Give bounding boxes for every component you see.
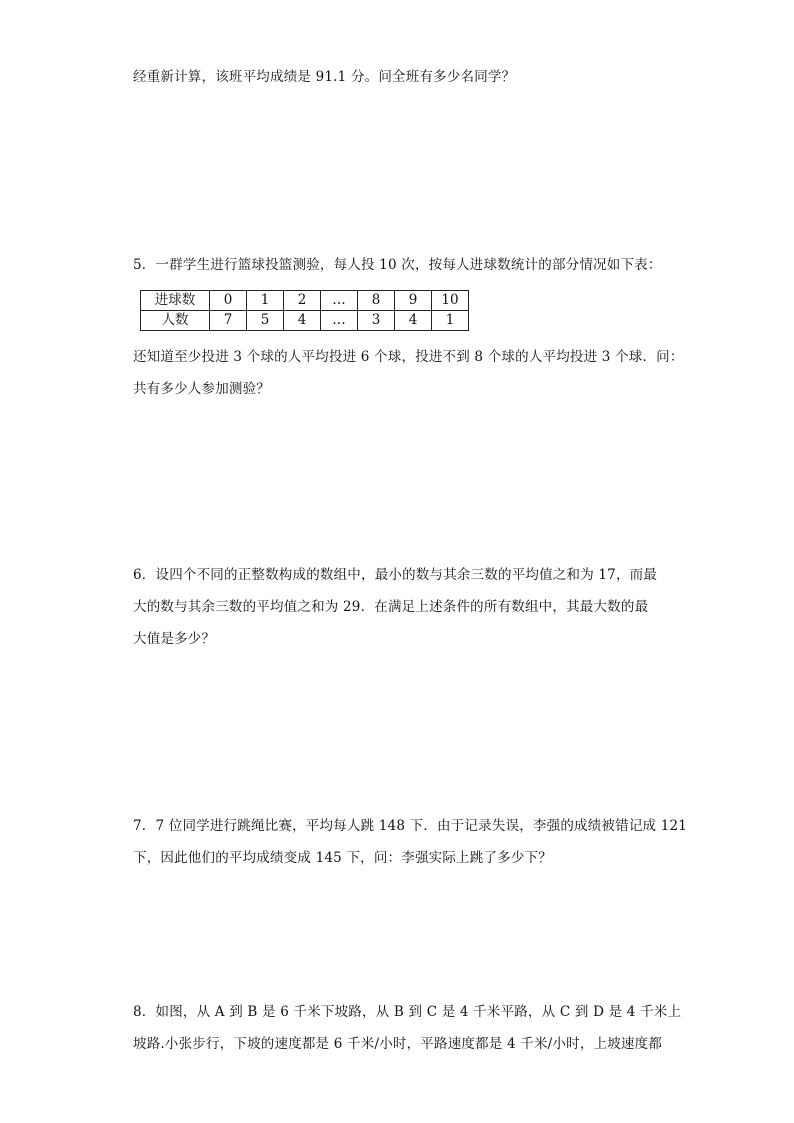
- goals-count-table: [140, 290, 469, 331]
- table-cell: 4: [284, 311, 321, 331]
- table-cell: 3: [358, 311, 395, 331]
- q5-text-line-3: 共有多少人参加测验？: [133, 381, 270, 397]
- q4-text-line-1: 经重新计算，该班平均成绩是 91.1 分。问全班有多少名同学？: [133, 69, 516, 85]
- q6-text-line-3: 大值是多少？: [133, 631, 216, 647]
- table-row: [141, 291, 469, 311]
- table-cell: 进球数: [141, 291, 210, 311]
- q6-text-line-1: 6．设四个不同的正整数构成的数组中，最小的数与其余三数的平均值之和为 17，而最: [133, 567, 658, 583]
- table-row: [141, 311, 469, 331]
- table-cell: 8: [358, 291, 395, 311]
- table-cell: 9: [395, 291, 432, 311]
- q8-text-line-2: 坡路.小张步行，下坡的速度都是 6 千米/小时，平路速度都是 4 千米/小时，上坡速度都: [133, 1036, 663, 1052]
- table-cell: 人数: [141, 311, 210, 331]
- q7-text-line-1: 7．7 位同学进行跳绳比赛，平均每人跳 148 下．由于记录失误，李强的成绩被错记成 121: [133, 818, 688, 834]
- table-cell: 0: [210, 291, 247, 311]
- q8-text-line-1: 8．如图，从 A 到 B 是 6 千米下坡路，从 B 到 C 是 4 千米平路，从 C 到 D 是 4 千米上: [133, 1004, 682, 1020]
- table-cell: 10: [432, 291, 469, 311]
- table-cell: 4: [395, 311, 432, 331]
- table-cell: …: [321, 311, 358, 331]
- table-cell: 1: [432, 311, 469, 331]
- table-cell: 5: [247, 311, 284, 331]
- table-cell: 7: [210, 311, 247, 331]
- q6-text-line-2: 大的数与其余三数的平均值之和为 29．在满足上述条件的所有数组中，其最大数的最: [133, 599, 649, 615]
- q5-text-line-1: 5．一群学生进行篮球投篮测验，每人投 10 次，按每人进球数统计的部分情况如下表：: [133, 257, 662, 273]
- q7-text-line-2: 下，因此他们的平均成绩变成 145 下，问：李强实际上跳了多少下？: [133, 850, 552, 866]
- table-cell: 2: [284, 291, 321, 311]
- table-cell: 1: [247, 291, 284, 311]
- table-cell: …: [321, 291, 358, 311]
- q5-text-line-2: 还知道至少投进 3 个球的人平均投进 6 个球，投进不到 8 个球的人平均投进 3 个球．问：: [133, 349, 684, 365]
